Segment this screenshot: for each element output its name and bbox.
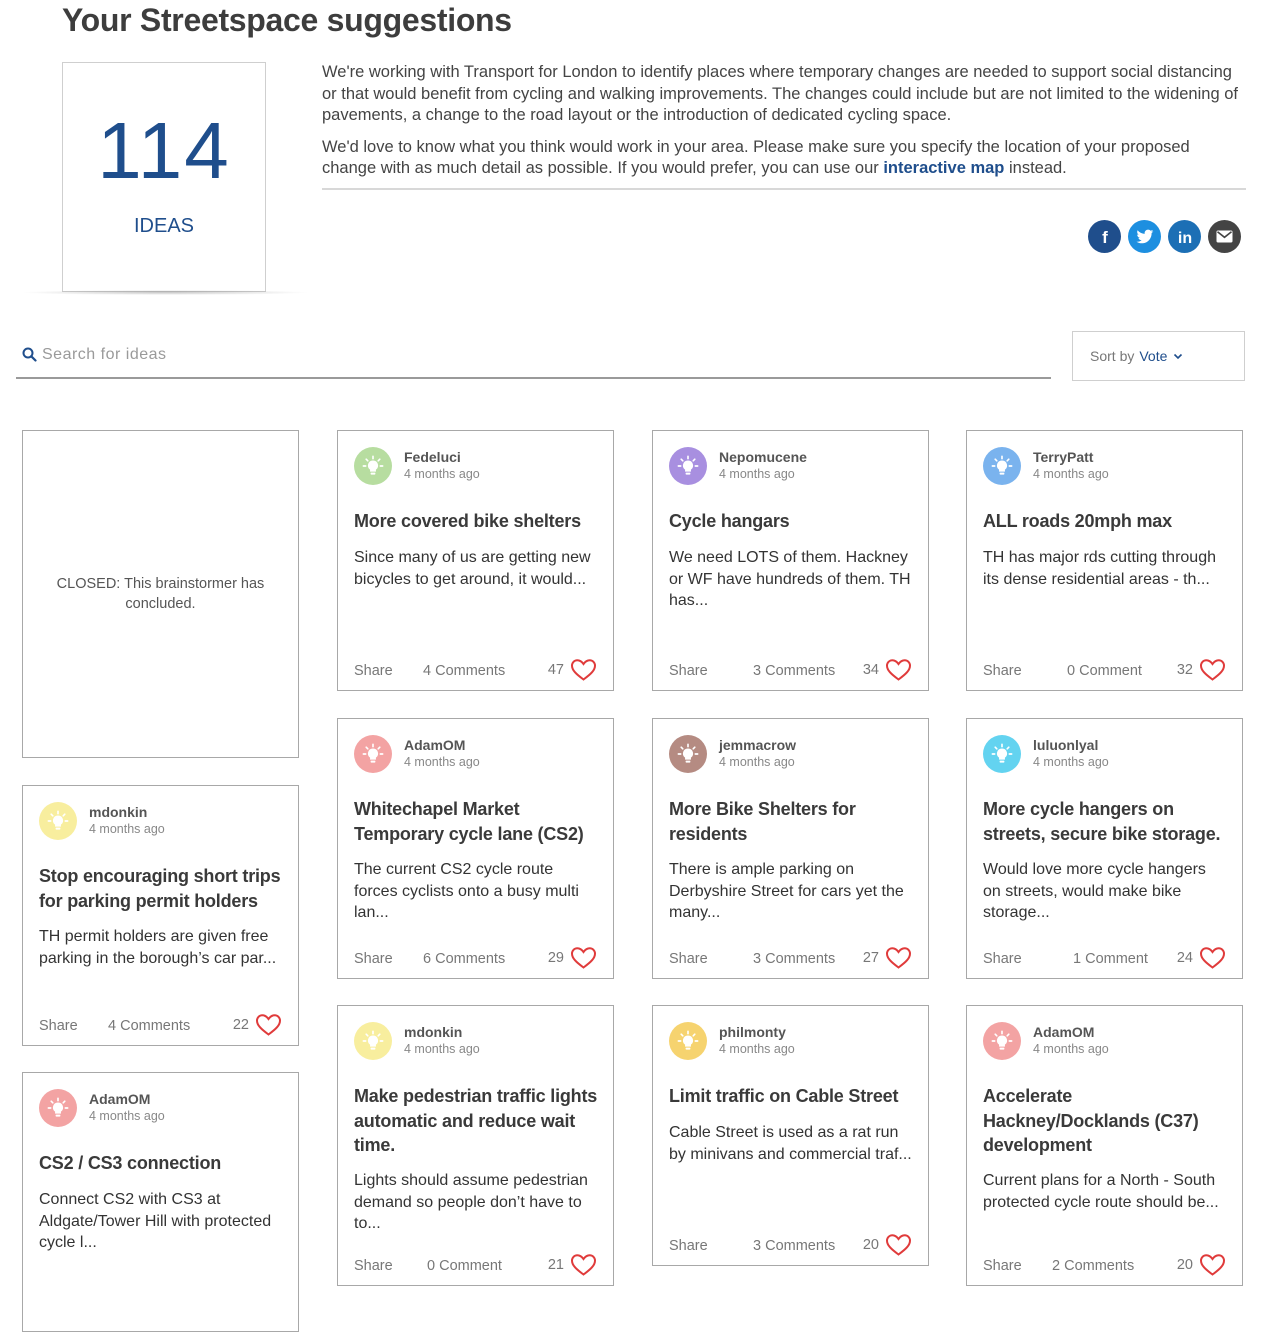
idea-time: 4 months ago (1033, 755, 1109, 769)
lightbulb-icon (677, 455, 699, 477)
avatar (354, 447, 392, 485)
page-title: Your Streetspace suggestions (62, 2, 512, 38)
svg-text:in: in (1177, 229, 1192, 246)
idea-author[interactable]: luluonlyal (1033, 737, 1099, 753)
search-bar (16, 334, 1051, 379)
chevron-down-icon (1173, 353, 1183, 360)
email-icon (1216, 230, 1233, 243)
idea-author[interactable]: TerryPatt (1033, 449, 1094, 465)
idea-time: 4 months ago (89, 822, 165, 836)
comments-link[interactable]: 2 Comments (1052, 1258, 1135, 1274)
twitter-icon (1136, 229, 1154, 245)
share-button[interactable]: Share (983, 951, 1022, 967)
comments-link[interactable]: 3 Comments (753, 951, 836, 967)
avatar (983, 1022, 1021, 1060)
avatar (669, 447, 707, 485)
idea-title[interactable]: More cycle hangers on streets, secure bike storage. (983, 799, 1221, 844)
svg-text:f: f (1101, 227, 1108, 246)
vote-count: 20 (1176, 1257, 1193, 1273)
lightbulb-icon (47, 810, 69, 832)
panel-shadow (20, 290, 310, 295)
vote-count: 29 (547, 950, 564, 966)
lightbulb-icon (362, 1030, 384, 1052)
twitter-share-button[interactable] (1128, 220, 1161, 253)
idea-title[interactable]: Make pedestrian traffic lights automatic and reduce wait time. (354, 1086, 598, 1155)
search-input[interactable] (42, 340, 1022, 370)
lightbulb-icon (991, 455, 1013, 477)
idea-card[interactable] (966, 430, 1243, 691)
idea-time: 4 months ago (89, 1109, 165, 1123)
ideas-count: 114 (97, 106, 231, 195)
idea-title[interactable]: Accelerate Hackney/Docklands (C37) development (983, 1086, 1199, 1155)
heart-icon (255, 1013, 282, 1037)
idea-card[interactable] (966, 1005, 1243, 1286)
intro-paragraph-2 (322, 137, 1246, 180)
intro-text-after: instead. (1004, 159, 1067, 177)
idea-footer (669, 1233, 914, 1259)
closed-notice: CLOSED: This brainstormer has concluded. (22, 430, 299, 758)
vote-count: 32 (1176, 662, 1193, 678)
idea-card[interactable] (966, 718, 1243, 979)
idea-footer (983, 658, 1228, 684)
search-icon (22, 347, 37, 362)
lightbulb-icon (677, 743, 699, 765)
vote-control[interactable] (548, 946, 597, 970)
idea-footer (354, 1253, 599, 1279)
idea-title[interactable]: More covered bike shelters (354, 511, 581, 531)
avatar (983, 447, 1021, 485)
avatar (39, 1089, 77, 1127)
idea-card[interactable] (337, 430, 614, 691)
share-button[interactable]: Share (354, 951, 393, 967)
idea-time: 4 months ago (1033, 467, 1109, 481)
idea-title[interactable]: Cycle hangars (669, 511, 790, 531)
heart-icon (570, 1253, 597, 1277)
comments-link[interactable]: 3 Comments (753, 1238, 836, 1254)
lightbulb-icon (362, 743, 384, 765)
heart-icon (1199, 658, 1226, 682)
idea-title[interactable]: CS2 / CS3 connection (39, 1153, 222, 1173)
ideas-count-label: IDEAS (133, 215, 195, 237)
idea-time: 4 months ago (719, 1042, 795, 1056)
comments-link[interactable]: 6 Comments (423, 951, 506, 967)
comments-link[interactable]: 0 Comment (427, 1258, 502, 1274)
heart-icon (885, 946, 912, 970)
idea-excerpt: TH permit holders are given free parking in the borough’s car par... (39, 928, 277, 967)
social-share-bar (1088, 220, 1241, 253)
vote-count: 34 (862, 662, 879, 678)
idea-author[interactable]: jemmacrow (719, 737, 797, 753)
sort-label: Sort by (1090, 348, 1135, 364)
vote-count: 21 (547, 1257, 564, 1273)
idea-excerpt: Current plans for a North - South protected cycle route should be... (983, 1172, 1219, 1211)
idea-card[interactable] (337, 1005, 614, 1286)
lightbulb-icon (362, 455, 384, 477)
sort-dropdown[interactable] (1072, 331, 1245, 381)
idea-excerpt: Would love more cycle hangers on streets, would make bike storage... (983, 861, 1206, 921)
idea-title[interactable]: Limit traffic on Cable Street (669, 1086, 899, 1106)
heart-icon (885, 658, 912, 682)
idea-excerpt: We need LOTS of them. Hackney or WF have hundreds of them. TH has... (669, 549, 911, 609)
email-share-button[interactable] (1208, 220, 1241, 253)
idea-title[interactable]: More Bike Shelters for residents (669, 799, 856, 844)
idea-author[interactable]: AdamOM (404, 737, 466, 753)
idea-excerpt: The current CS2 cycle route forces cyclists onto a busy multi lan... (354, 861, 579, 921)
comments-link[interactable]: 1 Comment (1073, 951, 1148, 967)
sort-value: Vote (1139, 348, 1168, 364)
share-button[interactable]: Share (983, 663, 1022, 679)
idea-card[interactable] (652, 718, 929, 979)
idea-time: 4 months ago (404, 1042, 480, 1056)
idea-author[interactable]: philmonty (719, 1024, 786, 1040)
intro-paragraph-1: We're working with Transport for London to identify places where temporary changes are needed to support social distancing or that would benefit from cycling and walking improvements. The changes could include but are not limited to the widening of pavements, a change to the road layout or the introduction of dedicated cycling space. (322, 63, 1238, 124)
share-button[interactable]: Share (669, 663, 708, 679)
idea-excerpt: Lights should assume pedestrian demand so people don’t have to to... (354, 1172, 588, 1232)
idea-title[interactable]: Stop encouraging short trips for parking permit holders (39, 866, 281, 911)
avatar (669, 1022, 707, 1060)
interactive-map-link[interactable]: interactive map (883, 159, 1005, 177)
idea-card[interactable] (652, 430, 929, 691)
idea-card[interactable] (337, 718, 614, 979)
vote-count: 20 (862, 1237, 879, 1253)
lightbulb-icon (47, 1097, 69, 1119)
share-button[interactable]: Share (983, 1258, 1022, 1274)
avatar (983, 735, 1021, 773)
idea-author[interactable]: Fedeluci (404, 449, 461, 465)
comments-link[interactable]: 4 Comments (108, 1018, 191, 1034)
avatar (354, 1022, 392, 1060)
intro-text-before: We'd love to know what you think would work in your area. Please make sure you specify the location of your proposed change with as much detail as possible. If you would prefer, you can use our (322, 137, 1190, 177)
intro-divider (322, 188, 1246, 190)
idea-author[interactable]: AdamOM (89, 1091, 151, 1107)
share-button[interactable]: Share (39, 1018, 78, 1034)
avatar (354, 735, 392, 773)
share-button[interactable]: Share (669, 951, 708, 967)
idea-excerpt: Cable Street is used as a rat run by minivans and commercial traf... (669, 1124, 912, 1163)
idea-author[interactable]: mdonkin (404, 1024, 463, 1040)
avatar (39, 802, 77, 840)
lightbulb-icon (677, 1030, 699, 1052)
vote-control[interactable] (1177, 946, 1226, 970)
facebook-icon (1097, 228, 1113, 246)
lightbulb-icon (991, 743, 1013, 765)
idea-excerpt: TH has major rds cutting through its dense residential areas - th... (983, 549, 1216, 588)
heart-icon (1199, 946, 1226, 970)
idea-time: 4 months ago (719, 755, 795, 769)
ideas-count-panel (62, 62, 266, 292)
facebook-share-button[interactable] (1088, 220, 1121, 253)
comments-link[interactable]: 4 Comments (423, 663, 506, 679)
share-button[interactable]: Share (354, 663, 393, 679)
vote-control[interactable] (548, 1253, 597, 1277)
vote-control[interactable] (1177, 1253, 1226, 1277)
idea-title[interactable]: Whitechapel Market Temporary cycle lane (CS2) (354, 799, 584, 844)
idea-author[interactable]: AdamOM (1033, 1024, 1095, 1040)
heart-icon (885, 1233, 912, 1257)
idea-excerpt: There is ample parking on Derbyshire Street for cars yet the many... (669, 861, 904, 921)
vote-control[interactable] (863, 1233, 912, 1257)
vote-count: 47 (547, 662, 564, 678)
idea-card[interactable] (652, 1005, 929, 1266)
idea-footer (669, 946, 914, 972)
idea-footer (354, 658, 599, 684)
heart-icon (570, 946, 597, 970)
idea-excerpt: Connect CS2 with CS3 at Aldgate/Tower Hill with protected cycle l... (39, 1191, 272, 1251)
linkedin-icon (1176, 228, 1194, 246)
idea-card[interactable] (22, 785, 299, 1046)
comments-link[interactable]: 0 Comment (1067, 663, 1142, 679)
idea-title[interactable]: ALL roads 20mph max (983, 511, 1172, 531)
idea-time: 4 months ago (404, 467, 480, 481)
vote-control[interactable] (548, 658, 597, 682)
idea-excerpt: Since many of us are getting new bicycles to get around, it would... (354, 549, 591, 588)
heart-icon (1199, 1253, 1226, 1277)
intro-text (322, 62, 1246, 190)
vote-count: 22 (232, 1017, 249, 1033)
idea-time: 4 months ago (404, 755, 480, 769)
lightbulb-icon (991, 1030, 1013, 1052)
vote-control[interactable] (863, 946, 912, 970)
vote-control[interactable] (1177, 658, 1226, 682)
idea-time: 4 months ago (719, 467, 795, 481)
comments-link[interactable]: 3 Comments (753, 663, 836, 679)
vote-control[interactable] (863, 658, 912, 682)
heart-icon (570, 658, 597, 682)
idea-footer (354, 946, 599, 972)
vote-count: 24 (1176, 950, 1193, 966)
share-button[interactable]: Share (669, 1238, 708, 1254)
idea-footer (39, 1013, 284, 1039)
idea-author[interactable]: mdonkin (89, 804, 148, 820)
idea-footer (983, 946, 1228, 972)
idea-card[interactable] (22, 1072, 299, 1332)
linkedin-share-button[interactable] (1168, 220, 1201, 253)
share-button[interactable]: Share (354, 1258, 393, 1274)
idea-author[interactable]: Nepomucene (719, 449, 807, 465)
vote-control[interactable] (233, 1013, 282, 1037)
avatar (669, 735, 707, 773)
idea-footer (983, 1253, 1228, 1279)
idea-footer (669, 658, 914, 684)
vote-count: 27 (862, 950, 879, 966)
idea-time: 4 months ago (1033, 1042, 1109, 1056)
